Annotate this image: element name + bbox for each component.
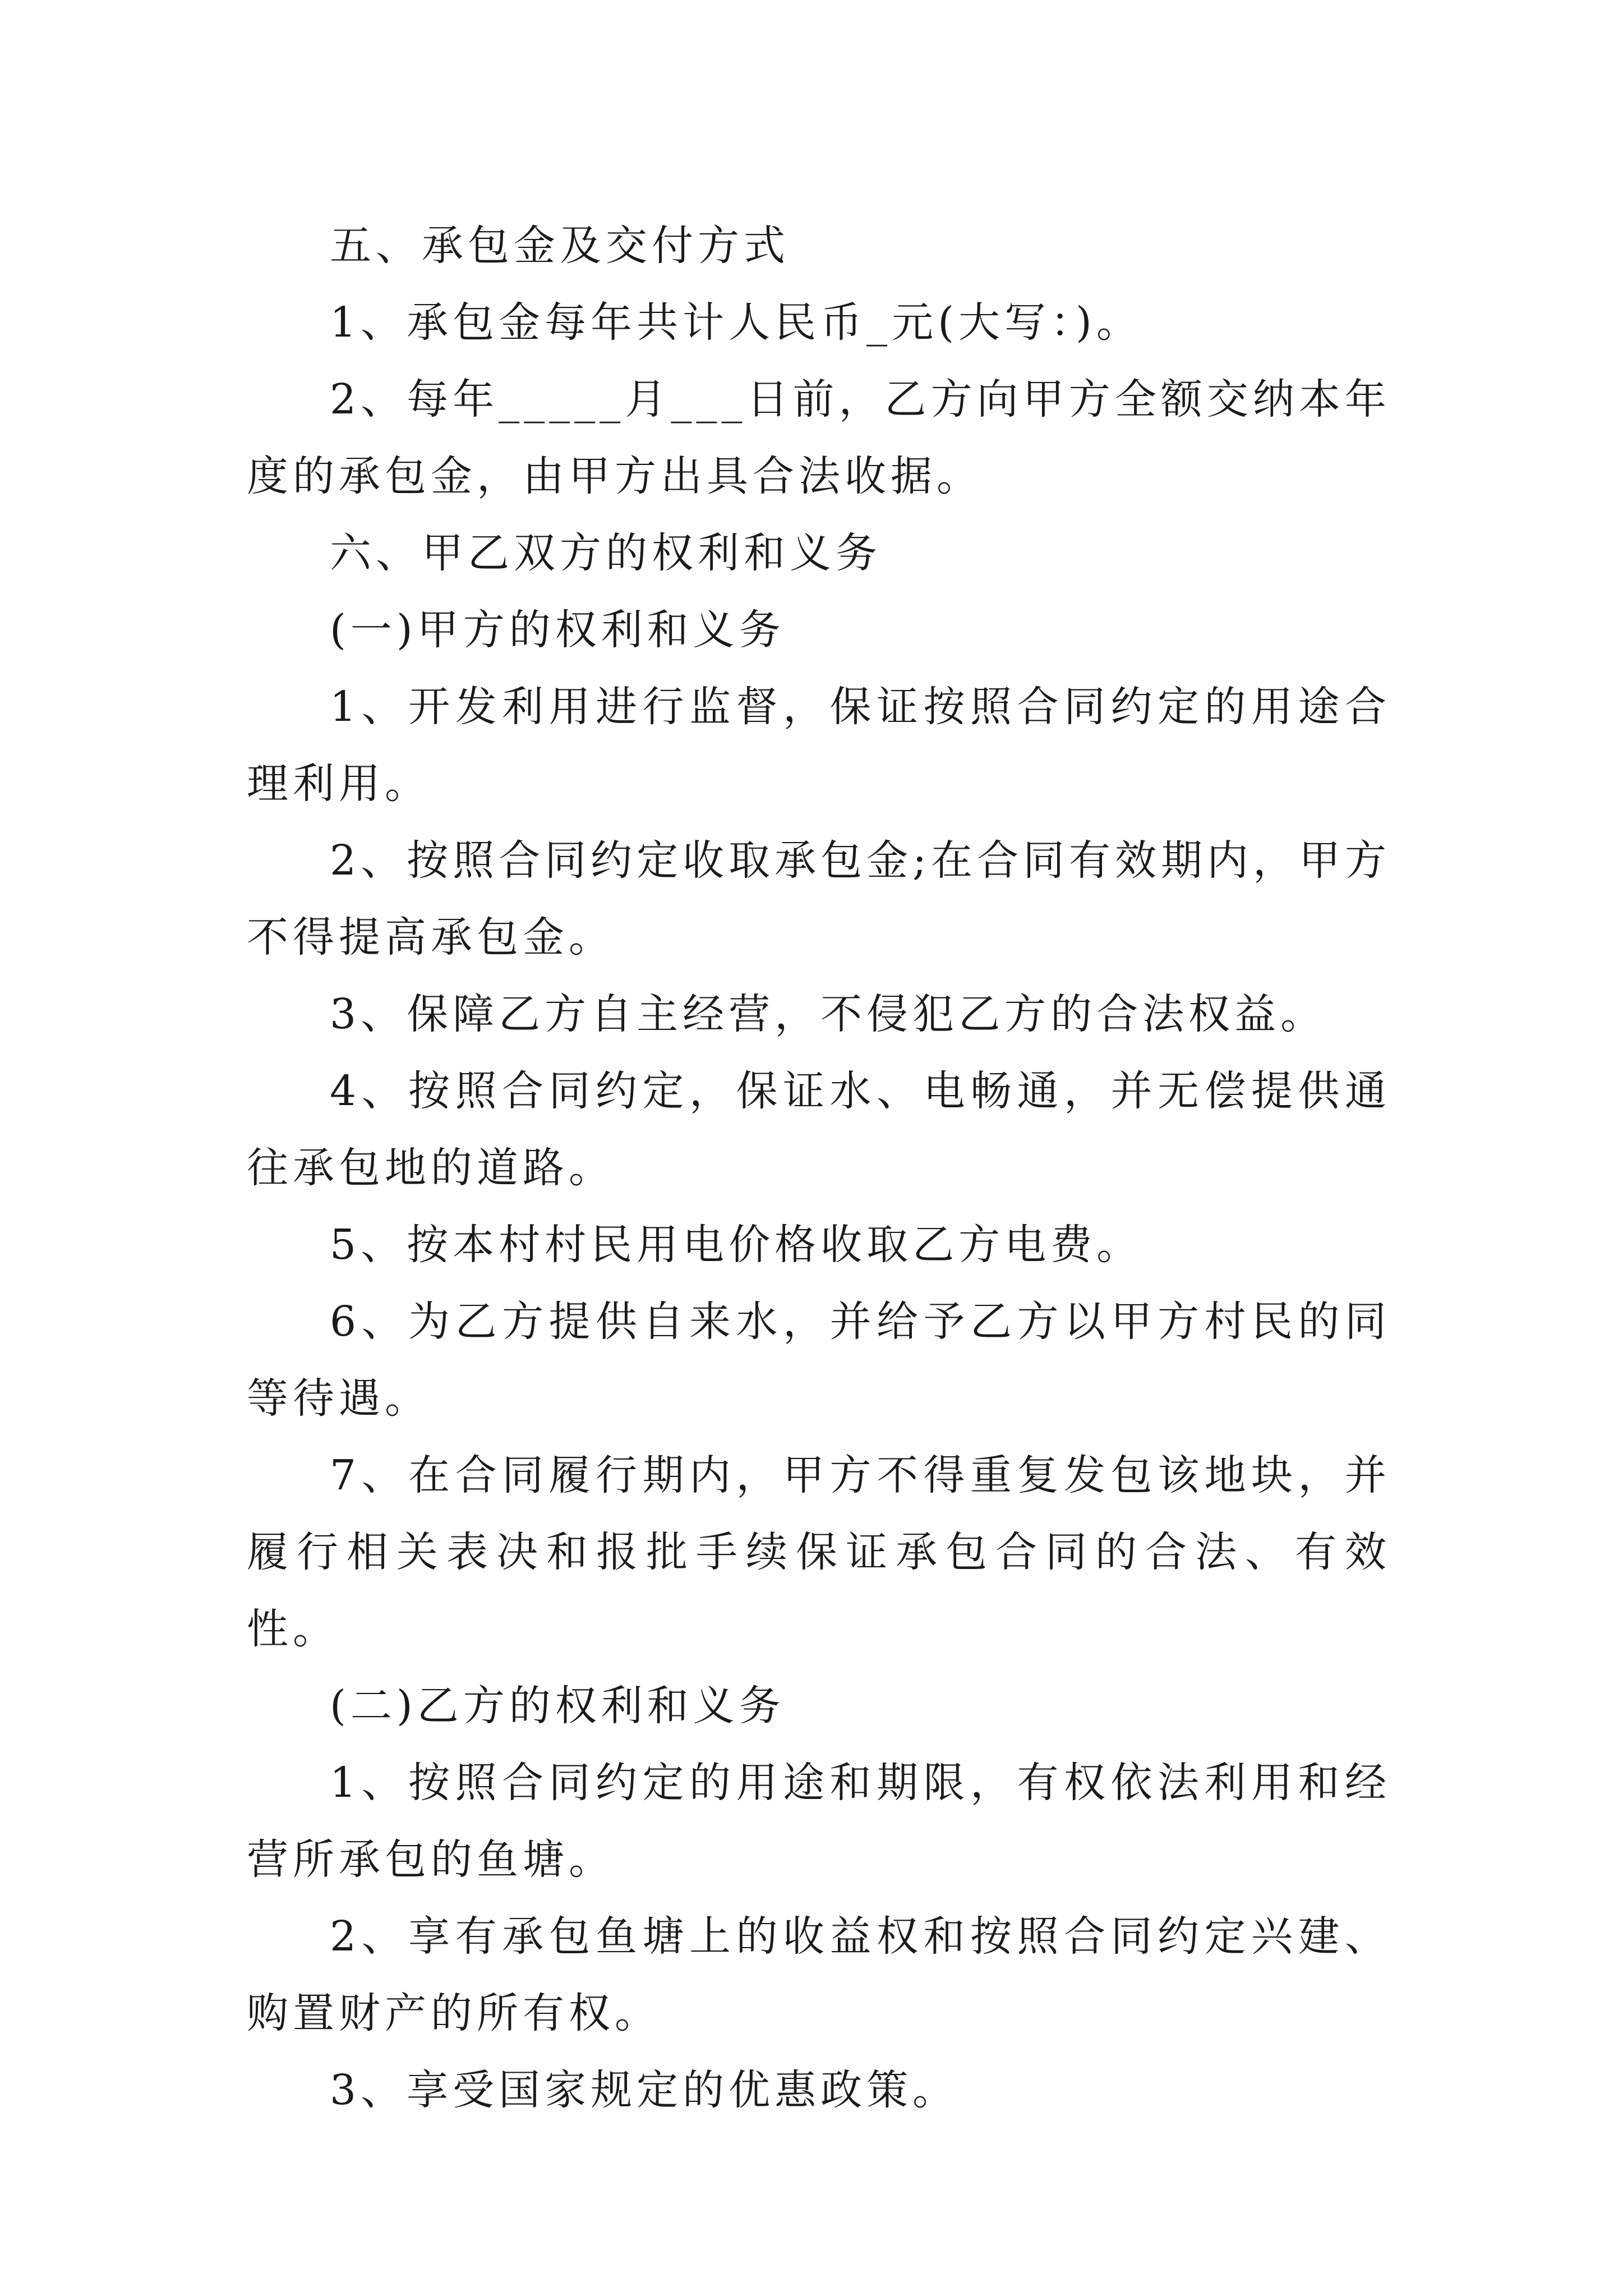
party-a-clause-7: 7、在合同履行期内，甲方不得重复发包该地块，并履行相关表决和报批手续保证承包合同的合法、有效性。 <box>247 1451 1391 1653</box>
section-heading-fee: 五、承包金及交付方式 <box>330 222 790 270</box>
fee-clause-1: 1、承包金每年共计人民币_元(大写：)。 <box>330 298 1142 347</box>
party-a-clause-4: 4、按照合同约定，保证水、电畅通，并无偿提供通往承包地的道路。 <box>247 1067 1391 1192</box>
party-b-clause-3: 3、享受国家规定的优惠政策。 <box>330 2066 959 2114</box>
document-page <box>247 208 1391 2129</box>
section-heading-rights: 六、甲乙双方的权利和义务 <box>330 529 882 577</box>
party-a-clause-1: 1、开发利用进行监督，保证按照合同约定的用途合理利用。 <box>247 683 1391 808</box>
party-a-clause-3: 3、保障乙方自主经营，不侵犯乙方的合法权益。 <box>330 990 1327 1038</box>
party-a-clause-2: 2、按照合同约定收取承包金;在合同有效期内，甲方不得提高承包金。 <box>247 836 1391 961</box>
party-b-clause-2: 2、享有承包鱼塘上的收益权和按照合同约定兴建、购置财产的所有权。 <box>247 1912 1391 2037</box>
party-a-clause-6: 6、为乙方提供自来水，并给予乙方以甲方村民的同等待遇。 <box>247 1297 1391 1423</box>
party-b-clause-1: 1、按照合同约定的用途和期限，有权依法利用和经营所承包的鱼塘。 <box>247 1759 1391 1884</box>
subsection-heading-party-a: (一)甲方的权利和义务 <box>330 606 785 654</box>
subsection-heading-party-b: (二)乙方的权利和义务 <box>330 1682 785 1730</box>
fee-clause-2: 2、每年_____月___日前，乙方向甲方全额交纳本年度的承包金，由甲方出具合法收据。 <box>247 375 1391 500</box>
party-a-clause-5: 5、按本村村民用电价格收取乙方电费。 <box>330 1221 1143 1269</box>
